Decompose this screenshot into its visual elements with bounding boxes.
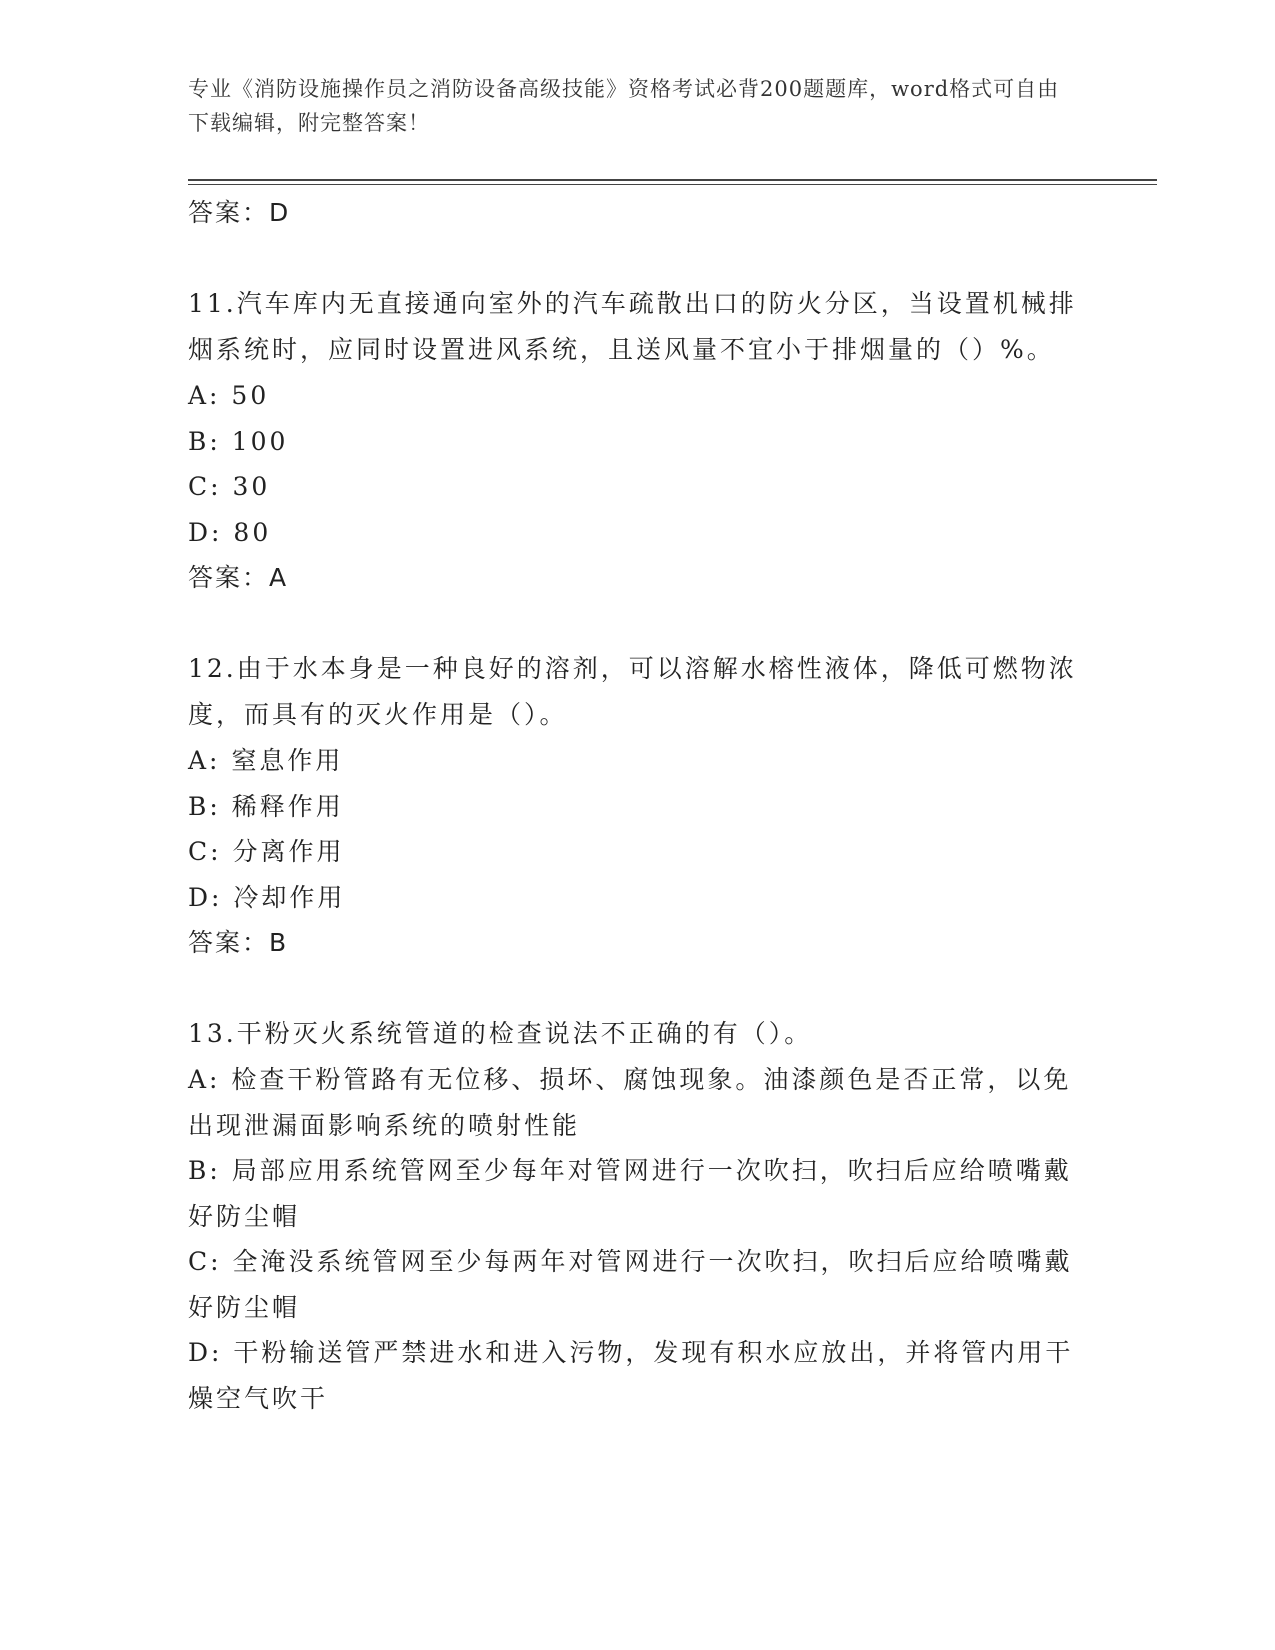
option-b: B: 局部应用系统管网至少每年对管网进行一次吹扫，吹扫后应给喷嘴戴好防尘帽 (188, 1156, 1072, 1231)
answer-line: 答案：B (188, 928, 289, 957)
option-c: C: 分离作用 (188, 837, 345, 866)
question-12 (188, 646, 1088, 965)
answer-line: 答案：D (188, 198, 291, 227)
spacer (188, 235, 1088, 281)
option-a: A: 窒息作用 (188, 746, 344, 775)
option-c: C: 30 (188, 472, 271, 501)
document-header: 专业《消防设施操作员之消防设备高级技能》资格考试必背200题题库，word格式可自由下载编辑，附完整答案！ (188, 77, 1060, 135)
option-a: A: 检查干粉管路有无位移、损坏、腐蚀现象。油漆颜色是否正常，以免出现泄漏面影响系统的喷射性能 (188, 1065, 1072, 1140)
question-13 (188, 1011, 1088, 1421)
option-a: A: 50 (188, 381, 270, 410)
option-d: D: 干粉输送管严禁进水和进入污物，发现有积水应放出，并将管内用干燥空气吹干 (188, 1338, 1074, 1413)
question-11 (188, 281, 1088, 600)
option-b: B: 稀释作用 (188, 791, 344, 821)
header-divider-thick (188, 179, 1157, 181)
question-stem: 12.由于水本身是一种良好的溶剂，可以溶解水榕性液体，降低可燃物浓度，而具有的灭火作用是（）。 (188, 654, 1077, 729)
option-d: D: 80 (188, 517, 272, 547)
spacer (188, 965, 1088, 1011)
option-d: D: 冷却作用 (188, 882, 346, 912)
option-c: C: 全淹没系统管网至少每两年对管网进行一次吹扫，吹扫后应给喷嘴戴好防尘帽 (188, 1247, 1073, 1322)
answer-line: 答案：A (188, 563, 289, 592)
header-divider-thin (188, 184, 1157, 185)
question-list (188, 190, 1088, 1421)
question-stem: 11.汽车库内无直接通向室外的汽车疏散出口的防火分区，当设置机械排烟系统时，应同时设置进风系统，且送风量不宜小于排烟量的（）%。 (188, 289, 1077, 364)
question-stem: 13.干粉灭火系统管道的检查说法不正确的有（）。 (188, 1019, 813, 1048)
option-b: B: 100 (188, 426, 289, 456)
spacer (188, 600, 1088, 646)
